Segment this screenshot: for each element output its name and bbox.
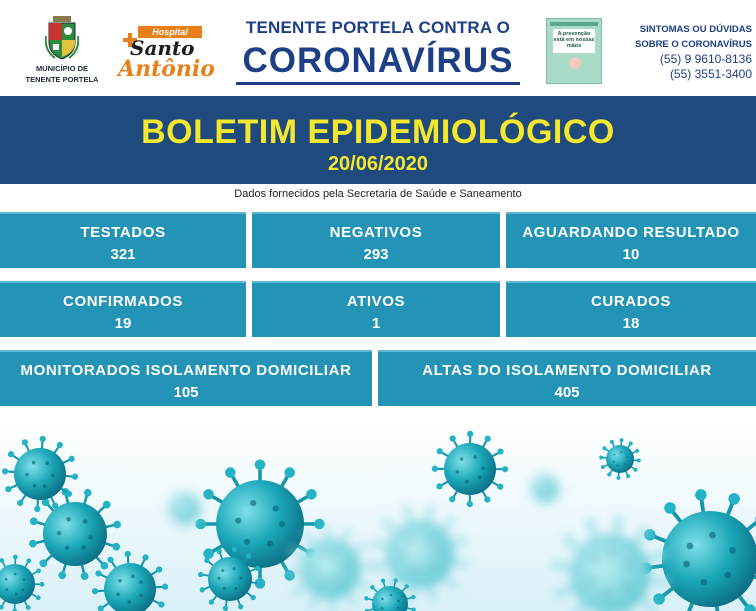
stat-confirmados [0, 281, 246, 337]
contact-line-2: SOBRE O CORONAVÍRUS [634, 39, 752, 50]
virus-particles-icon [0, 414, 756, 611]
stat-testados [0, 212, 246, 268]
campaign-title-main: CORONAVÍRUS [242, 41, 514, 80]
virus-particle-icon [92, 551, 168, 611]
stat-value: 105 [173, 384, 199, 401]
stat-label: CONFIRMADOS [63, 293, 183, 310]
municipality-caption-line2: TENENTE PORTELA [25, 75, 99, 84]
stat-ativos [252, 281, 500, 337]
virus-particle-icon [527, 471, 563, 507]
stat-label: CURADOS [590, 293, 672, 310]
stat-value: 293 [363, 246, 389, 263]
poster-header-bar [550, 22, 598, 26]
data-source-note: Dados fornecidos pela Secretaria de Saúde e Saneamento [234, 188, 522, 200]
coat-of-arms-icon [45, 16, 79, 62]
stat-value: 405 [554, 384, 580, 401]
stat-aguardando [506, 212, 756, 268]
virus-particle-icon [432, 431, 508, 507]
stat-monitorados [0, 350, 372, 406]
stat-value: 19 [114, 315, 132, 332]
bulletin-date: 20/06/2020 [327, 153, 429, 175]
municipality-caption-line1: MUNICÍPIO DE [35, 64, 89, 73]
title-underline [236, 82, 520, 85]
bulletin-banner [0, 96, 756, 184]
contact-info [604, 22, 752, 82]
stat-curados [506, 281, 756, 337]
stat-altas [378, 350, 756, 406]
hands-icon [569, 57, 581, 69]
stat-label: AGUARDANDO RESULTADO [522, 224, 740, 241]
stat-label: ATIVOS [346, 293, 406, 310]
stat-label: NEGATIVOS [329, 224, 423, 241]
stat-negativos [252, 212, 500, 268]
stat-value: 10 [622, 246, 640, 263]
hospital-name-antonio: Antônio [118, 56, 215, 82]
virus-particle-icon [640, 489, 756, 611]
stat-value: 18 [622, 315, 640, 332]
poster-text: A prevenção está em nossas mãos [553, 29, 595, 53]
stat-label: ALTAS DO ISOLAMENTO DOMICILIAR [422, 362, 712, 379]
stat-label: MONITORADOS ISOLAMENTO DOMICILIAR [20, 362, 352, 379]
campaign-title-top: TENENTE PORTELA CONTRA O [245, 18, 511, 37]
virus-particle-icon [29, 488, 121, 580]
hospital-logo [116, 22, 215, 84]
bulletin-title: BOLETIM EPIDEMIOLÓGICO [141, 113, 615, 151]
hospital-name-santo: Santo [130, 36, 195, 60]
campaign-title [228, 18, 528, 85]
municipality-crest [14, 16, 110, 84]
virus-particle-icon [599, 438, 641, 480]
prevention-poster [546, 18, 602, 84]
hospital-badge: Hospital [138, 26, 202, 38]
virus-particle-icon [0, 555, 44, 611]
stat-value: 321 [110, 246, 136, 263]
header [0, 0, 756, 96]
virus-illustration [0, 414, 756, 611]
contact-phone-2: (55) 3551-3400 [669, 67, 752, 81]
contact-phone-1: (55) 9 9610-8136 [659, 52, 752, 66]
stat-value: 1 [371, 315, 381, 332]
contact-line-1: SINTOMAS OU DÚVIDAS [639, 24, 752, 35]
stat-label: TESTADOS [80, 224, 166, 241]
